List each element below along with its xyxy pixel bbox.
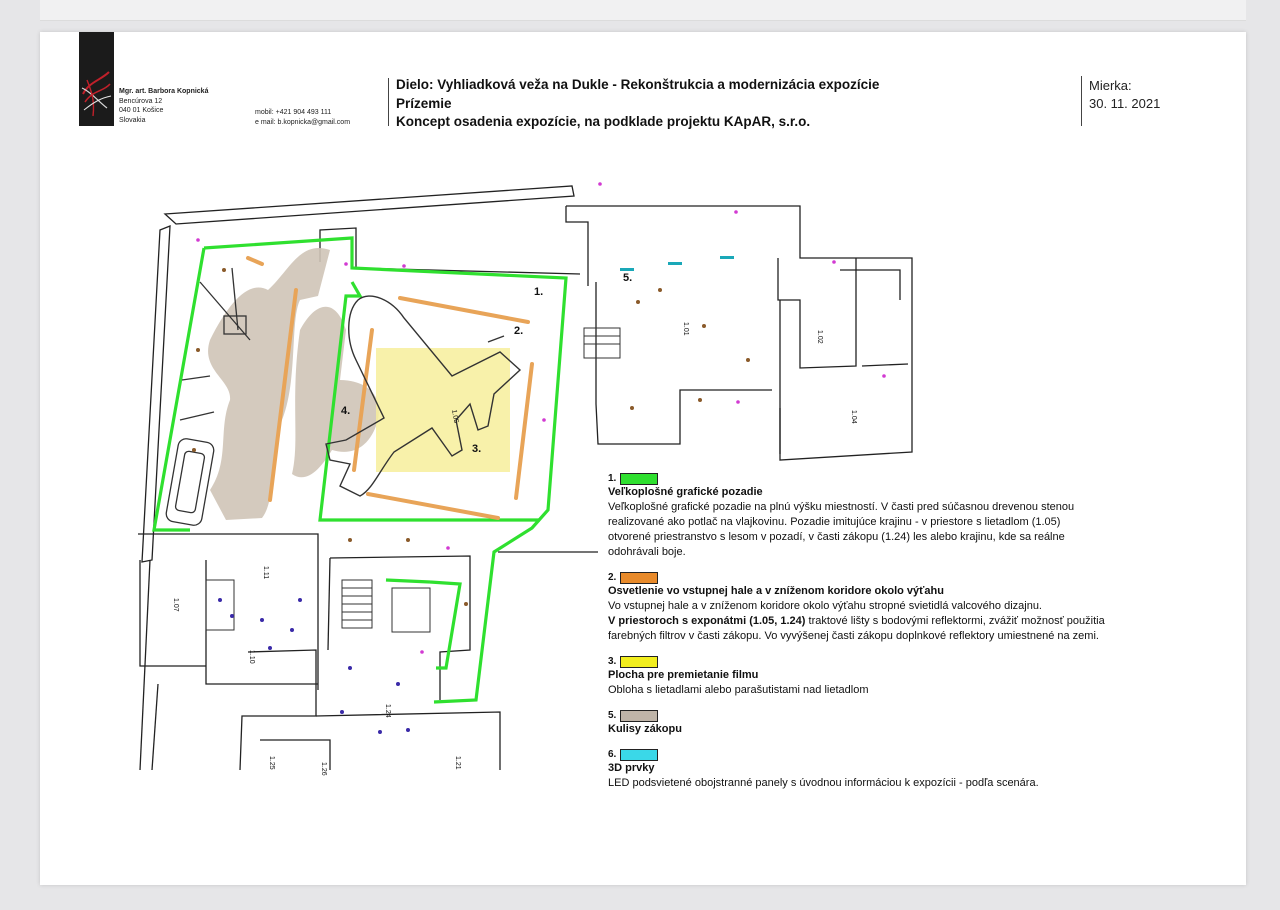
legend-swatch (620, 710, 658, 722)
legend-text: Veľkoplošné grafické pozadie na plnú výšku miestností. V časti pred súčasnou drevenou stenou (608, 501, 1075, 513)
legend-text: Vo vstupnej hale a v zníženom koridore okolo výťahu stropné svietidlá valcového dizajnu. (608, 600, 1042, 612)
legend-item (608, 748, 1208, 791)
address-line: Slovakia (119, 116, 146, 124)
legend-bold-text: V priestoroch s exponátmi (1.05, 1.24) (608, 615, 806, 627)
room-code: 1.07 (172, 598, 179, 612)
legend-text: odohrávali boje. (608, 546, 686, 558)
floor-spotlights (218, 598, 410, 734)
legend-number: 3. (608, 656, 617, 667)
address-line: Bencúrova 12 (119, 97, 163, 105)
scale-label: Mierka: (1089, 78, 1132, 93)
legend-title: Kulisy zákopu (608, 723, 682, 735)
legend-number: 1. (608, 473, 617, 484)
legend-number: 6. (608, 749, 617, 760)
legend-title: Veľkoplošné grafické pozadie (608, 486, 763, 498)
film-projection-area (376, 348, 510, 472)
room-code: 1.26 (320, 762, 327, 776)
zone-label: 4. (341, 405, 351, 417)
room-code: 1.10 (248, 650, 255, 664)
legend-item (608, 655, 1208, 698)
led-panels (620, 256, 734, 271)
room-code: 1.05 (450, 409, 460, 424)
legend (608, 472, 1208, 802)
legend-text: otvorené priestranstvo s lesom v pozadí, v časti zákopu (1.24) les alebo krajinu, kde sa reálne (608, 531, 1065, 543)
legend-item (608, 472, 1208, 560)
mobile-number: mobil: +421 904 493 111 (255, 109, 332, 116)
room-code: 1.25 (268, 756, 275, 770)
address-line: 040 01 Košice (119, 107, 164, 114)
email-address: e mail: b.kopnicka@gmail.com (255, 118, 351, 126)
legend-swatch (620, 749, 658, 761)
project-title: Dielo: Vyhliadková veža na Dukle - Rekonštrukcia a modernizácia expozície (396, 77, 880, 92)
legend-item (608, 571, 1208, 644)
room-code: 1.24 (384, 704, 391, 718)
legend-text-rest: traktové lišty s bodovými reflektormi, zvážiť možnosť použitia (805, 615, 1105, 627)
legend-item (608, 709, 1208, 737)
zone-label: 2. (514, 325, 524, 337)
legend-number: 5. (608, 710, 617, 721)
zone-label: 3. (472, 443, 482, 455)
author-name: Mgr. art. Barbora Kopnická (119, 88, 209, 95)
legend-text: Obloha s lietadlami alebo parašutistami nad lietadlom (608, 684, 869, 696)
legend-title: Plocha pre premietanie filmu (608, 669, 759, 681)
legend-text: realizované ako potlač na vlajkovinu. Pozadie imitujúce krajinu - v priestore s lietadlom (1.05) (608, 516, 1061, 528)
concept-subtitle: Koncept osadenia expozície, na podklade projektu KApAR, s.r.o. (396, 114, 811, 129)
legend-swatch (620, 572, 658, 584)
room-code: 1.21 (454, 756, 461, 770)
car-exhibit (165, 438, 215, 527)
legend-swatch (620, 656, 658, 668)
document-date: 30. 11. 2021 (1089, 95, 1161, 111)
room-code: 1.01 (682, 322, 689, 336)
room-code: 1.11 (262, 566, 269, 580)
legend-swatch (620, 473, 658, 485)
legend-text: LED podsvietené obojstranné panely s úvodnou informáciou k expozícii - podľa scenára. (608, 777, 1039, 789)
legend-number: 2. (608, 572, 617, 583)
legend-text (608, 614, 1208, 629)
zone-label: 5. (623, 272, 633, 284)
room-code: 1.04 (850, 410, 857, 424)
legend-text: farebných filtrov v časti zákopu. Vo vyvýšenej časti zákopu doplnkové reflektory umiestnené na zemi. (608, 630, 1099, 642)
room-code: 1.02 (816, 330, 823, 344)
floor-name: Prízemie (396, 95, 452, 111)
zone-label: 1. (534, 286, 544, 298)
legend-title: 3D prvky (608, 762, 655, 774)
legend-title: Osvetlenie vo vstupnej hale a v zníženom koridore okolo výťahu (608, 585, 944, 597)
